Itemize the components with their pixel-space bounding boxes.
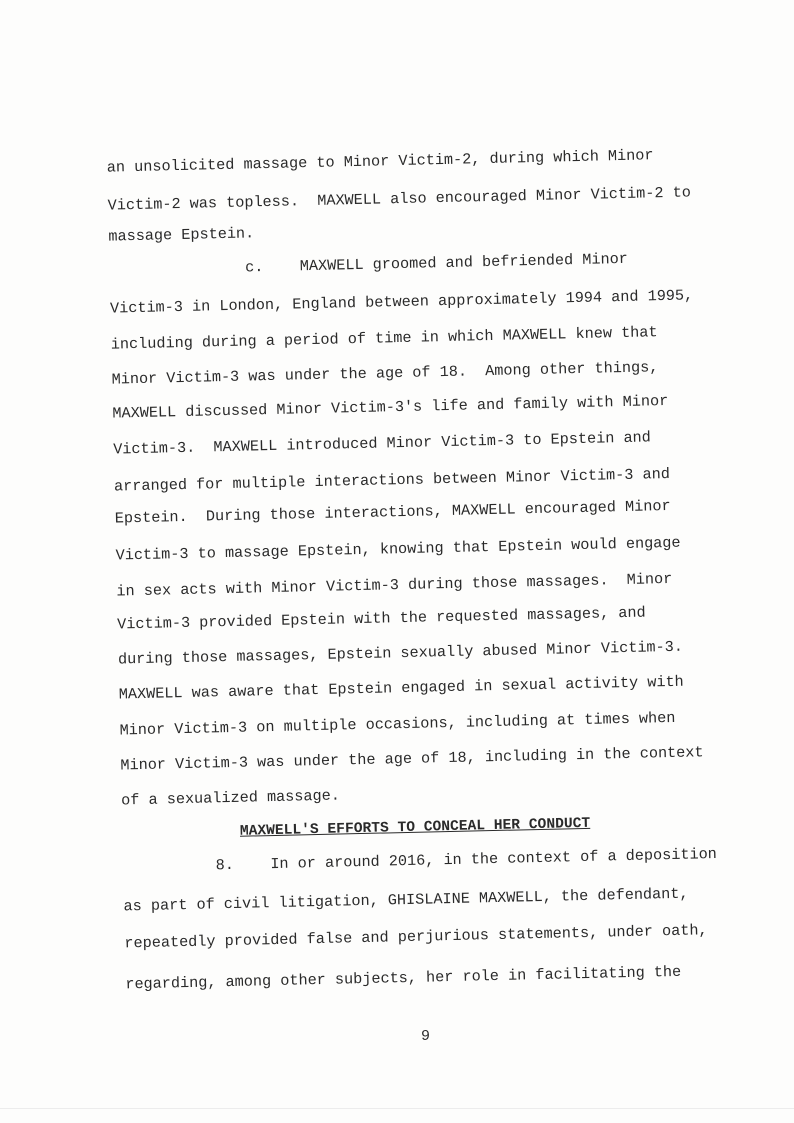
- text-line: as part of civil litigation, GHISLAINE MAXWELL, the defendant,: [123, 884, 689, 916]
- section-heading: MAXWELL'S EFFORTS TO CONCEAL HER CONDUCT: [239, 815, 591, 840]
- text-line: Victim-3 provided Epstein with the requested massages, and: [116, 603, 646, 634]
- text-line: Minor Victim-3 was under the age of 18, including in the context: [120, 743, 704, 775]
- text-line: repeatedly provided false and perjurious statements, under oath,: [124, 921, 708, 953]
- text-line: Victim-2 was topless. MAXWELL also encouraged Minor Victim-2 to: [107, 183, 692, 215]
- text-line: MAXWELL discussed Minor Victim-3's life and family with Minor: [112, 391, 669, 423]
- text-line: Minor Victim-3 on multiple occasions, including at times when: [119, 708, 676, 740]
- scan-edge: [0, 1108, 794, 1109]
- text-line: 8. In or around 2016, in the context of a deposition: [215, 844, 718, 875]
- text-line: Victim-3 to massage Epstein, knowing that Epstein would engage: [115, 533, 681, 565]
- text-line: in sex acts with Minor Victim-3 during those massages. Minor: [116, 569, 673, 601]
- page-number: 9: [421, 1028, 431, 1045]
- text-line: of a sexualized massage.: [120, 786, 341, 810]
- text-line: Epstein. During those interactions, MAXWELL encouraged Minor: [114, 496, 671, 528]
- text-line: during those massages, Epstein sexually abused Minor Victim-3.: [117, 637, 684, 669]
- text-line: including during a period of time in which MAXWELL knew that: [110, 323, 658, 354]
- text-line: regarding, among other subjects, her role in facilitating the: [125, 962, 682, 994]
- text-line: Minor Victim-3 was under the age of 18. Among other things,: [111, 358, 659, 389]
- text-line: Victim-3. MAXWELL introduced Minor Victim-3 to Epstein and: [113, 428, 652, 459]
- text-line: Victim-3 in London, England between approximately 1994 and 1995,: [109, 286, 694, 318]
- text-line: massage Epstein.: [108, 224, 255, 246]
- text-line: arranged for multiple interactions between Minor Victim-3 and: [113, 464, 671, 496]
- text-line: an unsolicited massage to Minor Victim-2, during which Minor: [106, 146, 654, 177]
- text-line: MAXWELL was aware that Epstein engaged in sexual activity with: [118, 672, 684, 704]
- text-line: c. MAXWELL groomed and befriended Minor: [244, 249, 629, 277]
